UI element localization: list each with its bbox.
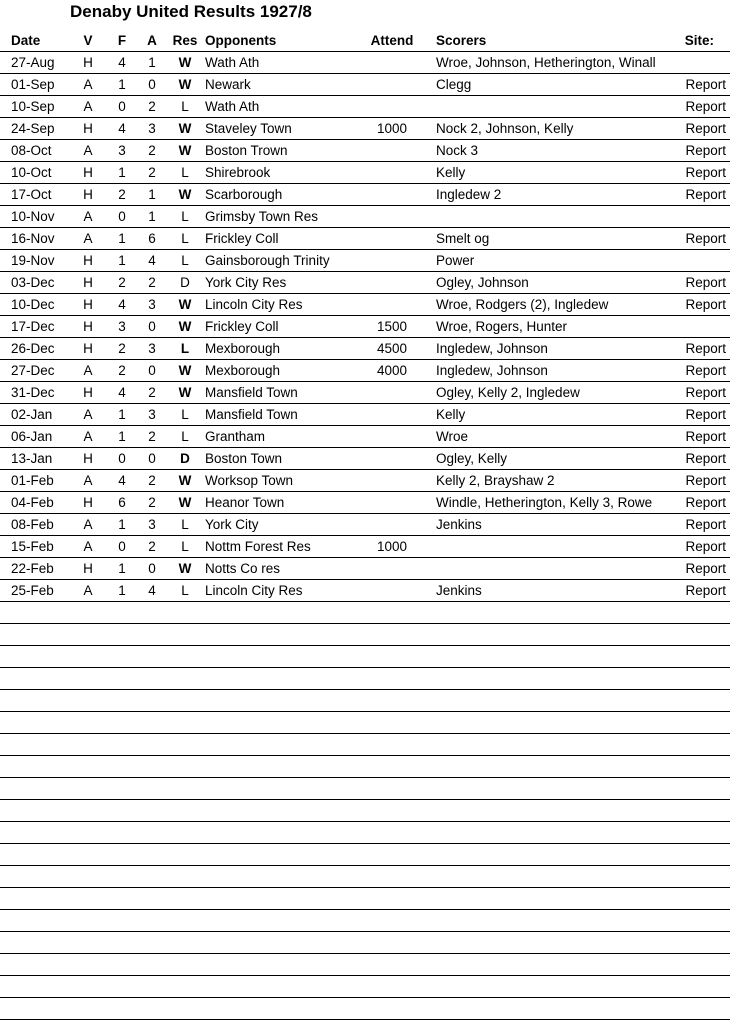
cell-opponent: Notts Co res: [205, 561, 281, 576]
cell-scorers: Nock 3: [436, 143, 479, 158]
cell-site[interactable]: Report: [685, 451, 726, 466]
empty-row: [0, 954, 730, 976]
cell-venue: H: [83, 341, 93, 356]
table-row: [0, 52, 730, 74]
table-row: [0, 426, 730, 448]
empty-row: [0, 646, 730, 668]
cell-venue: A: [83, 407, 93, 422]
cell-opponent: Lincoln City Res: [205, 297, 303, 312]
cell-venue: A: [83, 473, 93, 488]
header-attendance: Attend: [370, 33, 414, 48]
cell-site[interactable]: Report: [685, 473, 726, 488]
cell-against: 4: [148, 583, 156, 598]
cell-scorers: Ogley, Johnson: [436, 275, 529, 290]
cell-venue: A: [83, 231, 93, 246]
empty-row: [0, 822, 730, 844]
cell-for: 4: [118, 385, 126, 400]
table-row: [0, 360, 730, 382]
cell-venue: H: [83, 561, 93, 576]
cell-opponent: Scarborough: [205, 187, 283, 202]
cell-opponent: Lincoln City Res: [205, 583, 303, 598]
cell-against: 6: [148, 231, 156, 246]
cell-date: 08-Feb: [11, 517, 54, 532]
table-row: [0, 536, 730, 558]
cell-opponent: Mexborough: [205, 341, 281, 356]
cell-opponent: Wath Ath: [205, 99, 260, 114]
header-venue: V: [83, 33, 93, 48]
table-row: [0, 470, 730, 492]
cell-for: 0: [118, 539, 126, 554]
cell-opponent: Gainsborough Trinity: [205, 253, 330, 268]
cell-against: 3: [148, 297, 156, 312]
cell-result: W: [178, 495, 192, 510]
table-row: [0, 294, 730, 316]
cell-date: 17-Dec: [11, 319, 55, 334]
cell-scorers: Jenkins: [436, 517, 482, 532]
table-row: [0, 140, 730, 162]
cell-date: 22-Feb: [11, 561, 54, 576]
cell-site[interactable]: Report: [685, 561, 726, 576]
cell-against: 1: [148, 187, 156, 202]
cell-venue: A: [83, 77, 93, 92]
empty-row: [0, 998, 730, 1020]
cell-venue: A: [83, 209, 93, 224]
cell-for: 1: [118, 407, 126, 422]
header-opponents: Opponents: [205, 33, 277, 48]
cell-venue: H: [83, 165, 93, 180]
cell-site[interactable]: Report: [685, 143, 726, 158]
cell-for: 1: [118, 561, 126, 576]
cell-scorers: Clegg: [436, 77, 472, 92]
cell-opponent: Newark: [205, 77, 251, 92]
cell-against: 0: [148, 77, 156, 92]
table-row: [0, 250, 730, 272]
cell-against: 0: [148, 451, 156, 466]
cell-result: W: [178, 473, 192, 488]
table-row: [0, 118, 730, 140]
cell-opponent: Boston Town: [205, 451, 283, 466]
cell-result: L: [181, 539, 189, 554]
cell-site[interactable]: Report: [685, 165, 726, 180]
cell-venue: H: [83, 451, 93, 466]
table-row: [0, 96, 730, 118]
cell-result: L: [181, 407, 189, 422]
cell-result: L: [181, 209, 189, 224]
cell-against: 2: [148, 539, 156, 554]
header-site: Site:: [684, 33, 714, 48]
cell-venue: H: [83, 495, 93, 510]
cell-scorers: Nock 2, Johnson, Kelly: [436, 121, 574, 136]
cell-date: 27-Dec: [11, 363, 55, 378]
cell-date: 27-Aug: [11, 55, 55, 70]
cell-site[interactable]: Report: [685, 539, 726, 554]
cell-venue: H: [83, 275, 93, 290]
cell-for: 1: [118, 517, 126, 532]
cell-against: 2: [148, 495, 156, 510]
cell-result: W: [178, 561, 192, 576]
cell-venue: A: [83, 99, 93, 114]
cell-opponent: Nottm Forest Res: [205, 539, 311, 554]
cell-opponent: Staveley Town: [205, 121, 292, 136]
cell-scorers: Ingledew, Johnson: [436, 363, 548, 378]
cell-date: 31-Dec: [11, 385, 55, 400]
cell-for: 2: [118, 341, 126, 356]
cell-venue: A: [83, 539, 93, 554]
cell-against: 1: [148, 209, 156, 224]
cell-for: 6: [118, 495, 126, 510]
table-row: [0, 184, 730, 206]
cell-scorers: Power: [436, 253, 475, 268]
cell-scorers: Jenkins: [436, 583, 482, 598]
table-row: [0, 558, 730, 580]
cell-attendance: 1000: [376, 539, 408, 554]
cell-result: L: [181, 165, 189, 180]
cell-venue: H: [83, 319, 93, 334]
cell-attendance: 4500: [376, 341, 408, 356]
cell-for: 0: [118, 209, 126, 224]
table-row: [0, 382, 730, 404]
cell-site[interactable]: Report: [685, 77, 726, 92]
header-result: Res: [172, 33, 198, 48]
cell-date: 25-Feb: [11, 583, 54, 598]
cell-result: L: [181, 99, 189, 114]
cell-against: 2: [148, 143, 156, 158]
cell-scorers: Smelt og: [436, 231, 490, 246]
cell-date: 01-Sep: [11, 77, 55, 92]
cell-attendance: 1500: [376, 319, 408, 334]
cell-against: 2: [148, 385, 156, 400]
cell-site[interactable]: Report: [685, 495, 726, 510]
empty-row: [0, 690, 730, 712]
cell-date: 04-Feb: [11, 495, 54, 510]
cell-for: 1: [118, 231, 126, 246]
cell-site[interactable]: Report: [685, 429, 726, 444]
cell-venue: H: [83, 253, 93, 268]
table-header: [0, 30, 730, 52]
table-row: [0, 206, 730, 228]
cell-site[interactable]: Report: [685, 517, 726, 532]
cell-venue: H: [83, 187, 93, 202]
table-row: [0, 404, 730, 426]
cell-date: 03-Dec: [11, 275, 55, 290]
cell-opponent: York City Res: [205, 275, 287, 290]
table-row: [0, 316, 730, 338]
cell-for: 4: [118, 121, 126, 136]
empty-row: [0, 734, 730, 756]
cell-date: 24-Sep: [11, 121, 55, 136]
empty-row: [0, 866, 730, 888]
cell-result: W: [178, 297, 192, 312]
cell-opponent: Mansfield Town: [205, 385, 298, 400]
cell-scorers: Wroe, Rodgers (2), Ingledew: [436, 297, 609, 312]
cell-against: 0: [148, 319, 156, 334]
cell-against: 2: [148, 165, 156, 180]
table-row: [0, 74, 730, 96]
cell-scorers: Kelly: [436, 407, 466, 422]
cell-against: 3: [148, 517, 156, 532]
empty-row: [0, 602, 730, 624]
cell-opponent: Shirebrook: [205, 165, 271, 180]
cell-for: 0: [118, 451, 126, 466]
cell-result: W: [178, 363, 192, 378]
empty-row: [0, 888, 730, 910]
empty-rows: [0, 602, 730, 1020]
cell-scorers: Wroe, Rogers, Hunter: [436, 319, 568, 334]
cell-site[interactable]: Report: [685, 297, 726, 312]
cell-for: 2: [118, 275, 126, 290]
cell-opponent: Grimsby Town Res: [205, 209, 319, 224]
cell-venue: A: [83, 429, 93, 444]
header-for: F: [117, 33, 127, 48]
table-row: [0, 448, 730, 470]
empty-row: [0, 712, 730, 734]
cell-opponent: Mansfield Town: [205, 407, 298, 422]
cell-date: 17-Oct: [11, 187, 52, 202]
cell-venue: H: [83, 385, 93, 400]
cell-result: W: [178, 319, 192, 334]
cell-date: 02-Jan: [11, 407, 53, 422]
cell-opponent: Grantham: [205, 429, 266, 444]
empty-row: [0, 800, 730, 822]
cell-opponent: Mexborough: [205, 363, 281, 378]
cell-date: 01-Feb: [11, 473, 54, 488]
cell-venue: H: [83, 121, 93, 136]
cell-opponent: Worksop Town: [205, 473, 294, 488]
cell-against: 4: [148, 253, 156, 268]
cell-scorers: Kelly 2, Brayshaw 2: [436, 473, 555, 488]
cell-date: 10-Dec: [11, 297, 55, 312]
header-against: A: [147, 33, 157, 48]
cell-for: 4: [118, 297, 126, 312]
cell-scorers: Ingledew, Johnson: [436, 341, 548, 356]
table-body: [0, 52, 730, 602]
cell-for: 2: [118, 187, 126, 202]
empty-row: [0, 778, 730, 800]
cell-date: 10-Sep: [11, 99, 55, 114]
cell-site[interactable]: Report: [685, 231, 726, 246]
cell-for: 1: [118, 429, 126, 444]
cell-opponent: York City: [205, 517, 259, 532]
cell-result: W: [178, 385, 192, 400]
cell-opponent: Wath Ath: [205, 55, 260, 70]
cell-result: L: [181, 231, 189, 246]
cell-result: D: [180, 451, 190, 466]
cell-scorers: Ogley, Kelly 2, Ingledew: [436, 385, 580, 400]
cell-for: 3: [118, 143, 126, 158]
cell-venue: H: [83, 297, 93, 312]
cell-scorers: Windle, Hetherington, Kelly 3, Rowe: [436, 495, 653, 510]
cell-against: 2: [148, 275, 156, 290]
table-row: [0, 228, 730, 250]
cell-site[interactable]: Report: [685, 99, 726, 114]
empty-row: [0, 668, 730, 690]
cell-against: 3: [148, 121, 156, 136]
cell-venue: A: [83, 583, 93, 598]
cell-site[interactable]: Report: [685, 407, 726, 422]
cell-for: 4: [118, 55, 126, 70]
empty-row: [0, 932, 730, 954]
header-scorers: Scorers: [436, 33, 487, 48]
table-row: [0, 580, 730, 602]
cell-for: 0: [118, 99, 126, 114]
cell-against: 2: [148, 99, 156, 114]
cell-date: 26-Dec: [11, 341, 55, 356]
cell-result: W: [178, 55, 192, 70]
table-row: [0, 338, 730, 360]
cell-against: 2: [148, 429, 156, 444]
cell-result: L: [181, 583, 189, 598]
cell-result: L: [180, 341, 190, 356]
cell-against: 0: [148, 561, 156, 576]
empty-row: [0, 910, 730, 932]
cell-site[interactable]: Report: [685, 275, 726, 290]
table-row: [0, 162, 730, 184]
cell-date: 10-Nov: [11, 209, 55, 224]
cell-for: 1: [118, 253, 126, 268]
cell-opponent: Heanor Town: [205, 495, 285, 510]
header-date: Date: [11, 33, 41, 48]
cell-date: 06-Jan: [11, 429, 53, 444]
cell-against: 3: [148, 341, 156, 356]
cell-result: L: [181, 429, 189, 444]
cell-result: W: [178, 143, 192, 158]
cell-scorers: Ingledew 2: [436, 187, 502, 202]
cell-opponent: Boston Trown: [205, 143, 288, 158]
cell-against: 1: [148, 55, 156, 70]
cell-result: L: [181, 517, 189, 532]
cell-date: 08-Oct: [11, 143, 52, 158]
cell-against: 0: [148, 363, 156, 378]
cell-site[interactable]: Report: [685, 187, 726, 202]
cell-site[interactable]: Report: [685, 583, 726, 598]
cell-for: 1: [118, 77, 126, 92]
cell-for: 1: [118, 583, 126, 598]
cell-against: 2: [148, 473, 156, 488]
table-row: [0, 272, 730, 294]
cell-site[interactable]: Report: [685, 385, 726, 400]
table-row: [0, 514, 730, 536]
cell-for: 3: [118, 319, 126, 334]
page-title: Denaby United Results 1927/8: [70, 2, 312, 21]
cell-opponent: Frickley Coll: [205, 319, 279, 334]
cell-date: 15-Feb: [11, 539, 54, 554]
empty-row: [0, 976, 730, 998]
cell-venue: A: [83, 517, 93, 532]
cell-venue: A: [83, 363, 93, 378]
cell-for: 2: [118, 363, 126, 378]
cell-result: D: [180, 275, 190, 290]
cell-date: 16-Nov: [11, 231, 55, 246]
cell-result: W: [178, 121, 192, 136]
cell-site[interactable]: Report: [685, 121, 726, 136]
cell-scorers: Wroe, Johnson, Hetherington, Winall: [436, 55, 656, 70]
empty-row: [0, 844, 730, 866]
cell-date: 13-Jan: [11, 451, 53, 466]
cell-venue: H: [83, 55, 93, 70]
empty-row: [0, 624, 730, 646]
cell-scorers: Kelly: [436, 165, 466, 180]
cell-result: L: [181, 253, 189, 268]
cell-scorers: Wroe: [436, 429, 469, 444]
cell-scorers: Ogley, Kelly: [436, 451, 508, 466]
cell-date: 19-Nov: [11, 253, 55, 268]
cell-opponent: Frickley Coll: [205, 231, 279, 246]
results-table: [0, 30, 730, 1020]
cell-site[interactable]: Report: [685, 363, 726, 378]
cell-attendance: 4000: [376, 363, 408, 378]
cell-venue: A: [83, 143, 93, 158]
cell-attendance: 1000: [376, 121, 408, 136]
cell-result: W: [178, 187, 192, 202]
cell-date: 10-Oct: [11, 165, 52, 180]
cell-for: 4: [118, 473, 126, 488]
cell-result: W: [178, 77, 192, 92]
cell-against: 3: [148, 407, 156, 422]
table-row: [0, 492, 730, 514]
empty-row: [0, 756, 730, 778]
cell-for: 1: [118, 165, 126, 180]
cell-site[interactable]: Report: [685, 341, 726, 356]
